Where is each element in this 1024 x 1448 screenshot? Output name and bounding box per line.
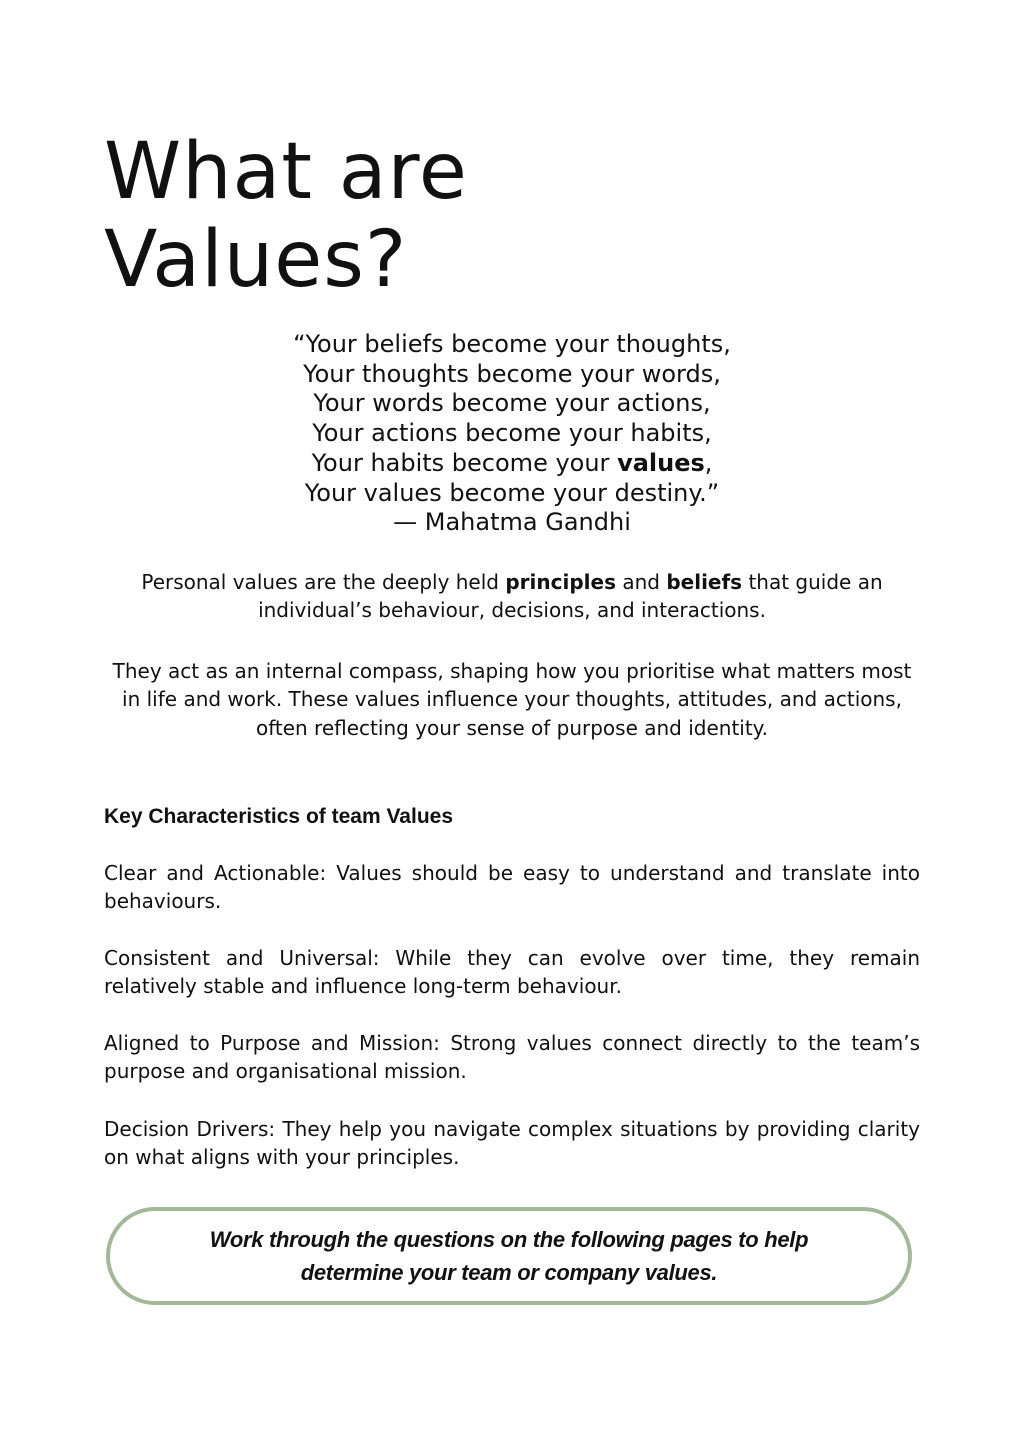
quote-line: Your words become your actions, — [313, 389, 711, 418]
quote-attribution: — Mahatma Gandhi — [393, 508, 631, 537]
quote-line: “Your beliefs become your thoughts, — [293, 330, 731, 358]
intro-text: that guide an individual’s behaviour, decisions, and interactions. — [258, 570, 883, 623]
quote-line: Your actions become your habits, — [312, 419, 712, 448]
quote-text: , — [704, 448, 713, 477]
callout-box — [106, 1207, 912, 1305]
callout-line-1: Work through the questions on the following pages to help — [209, 1227, 809, 1252]
characteristic-item: Aligned to Purpose and Mission: Strong values connect directly to the team’s purpose and organisational mission. — [104, 1031, 920, 1084]
characteristic-item: Clear and Actionable: Values should be easy to understand and translate into behaviours. — [104, 861, 920, 914]
intro-emphasis-principles: principles — [505, 570, 616, 594]
characteristic-item: Decision Drivers: They help you navigate complex situations by providing clarity on what aligns with your principles. — [104, 1117, 920, 1170]
characteristics-heading: Key Characteristics of team Values — [104, 805, 454, 828]
gandhi-quote — [200, 330, 824, 538]
callout-line-2: determine your team or company values. — [300, 1260, 718, 1285]
intro-paragraph-2: They act as an internal compass, shaping how you prioritise what matters most in life and work. These values influence your thoughts, attitudes, and actions, often reflecting your sense of purpose and identity. — [112, 659, 912, 740]
intro-emphasis-beliefs: beliefs — [666, 570, 743, 594]
intro-text: and — [615, 570, 667, 594]
page-title-line-2: Values? — [104, 215, 408, 305]
quote-text: Your habits become your — [311, 448, 618, 477]
quote-line: Your thoughts become your words, — [303, 359, 721, 388]
quote-line: Your values become your destiny.” — [304, 478, 720, 507]
callout-text — [210, 1223, 808, 1289]
quote-emphasis: values — [617, 448, 705, 477]
page-title-line-1: What are — [104, 127, 468, 217]
intro-paragraph-1 — [104, 568, 920, 625]
characteristic-item: Consistent and Universal: While they can evolve over time, they remain relatively stable and influence long-term behaviour. — [104, 946, 920, 999]
quote-line — [200, 449, 824, 479]
page-title — [104, 128, 468, 304]
intro-text: Personal values are the deeply held — [141, 570, 506, 594]
